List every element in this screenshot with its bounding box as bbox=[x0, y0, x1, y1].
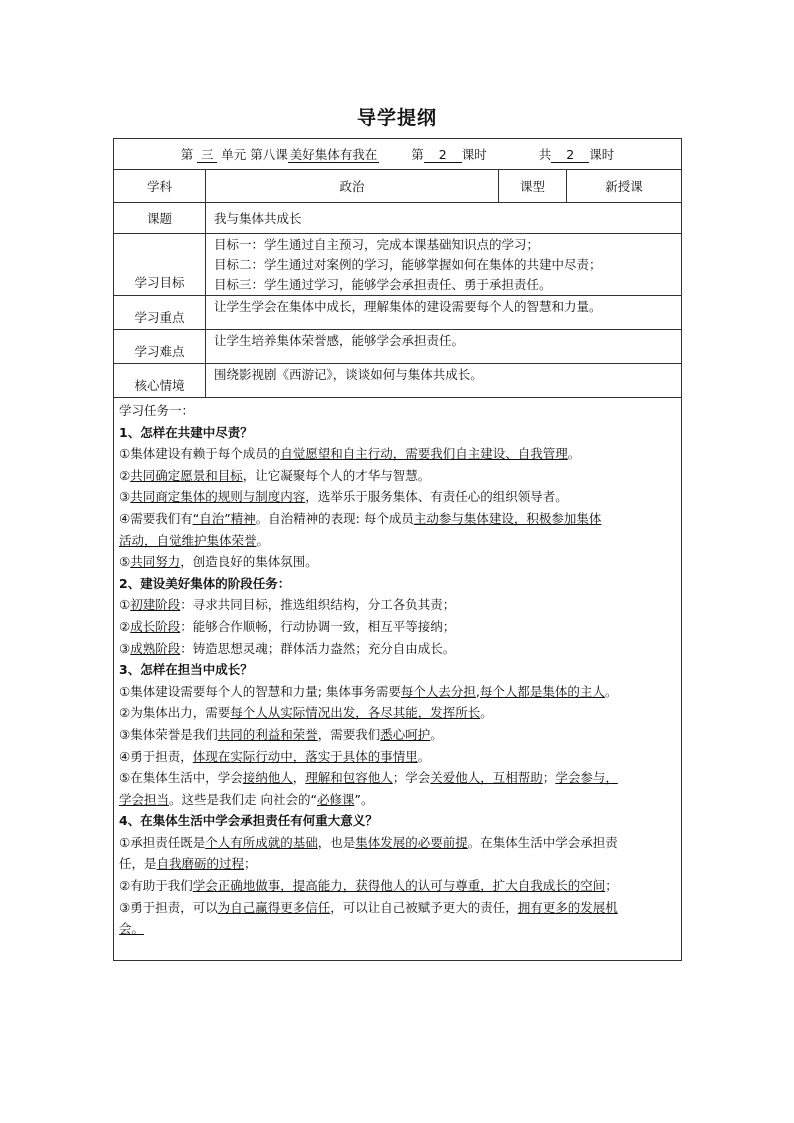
subject-value: 政治 bbox=[206, 170, 499, 203]
goals-row bbox=[114, 234, 682, 296]
scenario-value: 围绕影视剧《西游记》，谈谈如何与集体共成长。 bbox=[206, 364, 682, 398]
answer-line: ②成长阶段：能够合作顺畅，行动协调一致，相互平等接纳； bbox=[119, 618, 456, 634]
goals-list bbox=[206, 234, 682, 296]
course-header-row bbox=[114, 139, 682, 170]
answer-line: ①承担责任既是个人有所成就的基础，也是集体发展的必要前提。在集体生活中学会承担责 bbox=[119, 834, 618, 850]
goal-item: 目标一：学生通过自主预习，完成本课基础知识点的学习； bbox=[214, 237, 540, 252]
tasks-row bbox=[114, 398, 682, 961]
difficulty-value: 让学生培养集体荣誉感，能够学会承担责任。 bbox=[206, 330, 682, 364]
scenario-row bbox=[114, 364, 682, 398]
unit-number: 三 bbox=[197, 148, 217, 163]
goal-item: 目标三：学生通过学习，能够学会承担责任、勇于承担责任。 bbox=[214, 277, 552, 292]
lesson-label: 第八课 bbox=[250, 147, 288, 162]
total-number: 2 bbox=[551, 148, 589, 163]
period-prefix: 第 bbox=[411, 147, 424, 162]
focus-label: 学习重点 bbox=[114, 296, 206, 330]
scenario-label: 核心情境 bbox=[114, 364, 206, 398]
answer-line: ①集体建设需要每个人的智慧和力量; 集体事务需要每个人去分担,每个人都是集体的主人。 bbox=[119, 683, 618, 699]
subject-row bbox=[114, 170, 682, 203]
answer-line: ①集体建设有赖于每个成员的自觉愿望和自主行动，需要我们自主建设、自我管理。 bbox=[119, 446, 581, 462]
total-suffix: 课时 bbox=[589, 147, 615, 162]
question-heading: 3、怎样在担当中成长？ bbox=[119, 662, 253, 678]
topic-label: 课题 bbox=[114, 203, 206, 234]
answer-line: 会。 bbox=[119, 921, 145, 937]
type-value: 新授课 bbox=[567, 170, 682, 203]
unit-suffix: 单元 bbox=[221, 147, 247, 162]
focus-value: 让学生学会在集体中成长，理解集体的建设需要每个人的智慧和力量。 bbox=[206, 296, 682, 330]
lesson-title: 美好集体有我在 bbox=[289, 147, 378, 162]
unit-prefix: 第 bbox=[180, 147, 194, 162]
answer-line: 学会担当。这些是我们走 向社会的“必修课”。 bbox=[119, 791, 374, 807]
question-heading: 2、建设美好集体的阶段任务： bbox=[119, 575, 291, 591]
type-label: 课型 bbox=[499, 170, 567, 203]
period-number: 2 bbox=[424, 148, 462, 163]
question-heading: 1、怎样在共建中尽责？ bbox=[119, 424, 253, 440]
difficulty-row bbox=[114, 330, 682, 364]
topic-value: 我与集体共成长 bbox=[206, 203, 682, 234]
study-guide-table bbox=[113, 138, 682, 961]
answer-line: ③勇于担责，可以为自己赢得更多信任，可以让自己被赋予更大的责任，拥有更多的发展机 bbox=[119, 899, 618, 915]
question-heading: 4、在集体生活中学会承担责任有何重大意义？ bbox=[119, 813, 378, 829]
tasks-cell bbox=[114, 398, 682, 961]
answer-line: ③成熟阶段：铸造思想灵魂；群体活力盎然；充分自由成长。 bbox=[119, 640, 456, 656]
answer-line: ②为集体出力，需要每个人从实际情况出发，各尽其能，发挥所长。 bbox=[119, 705, 493, 721]
answer-line: 活动，自觉维护集体荣誉。 bbox=[119, 532, 270, 548]
answer-line: ④需要我们有“自治”精神。自治精神的表现: 每个成员主动参与集体建设，积极参加集体 bbox=[119, 510, 602, 526]
answer-line: ①初建阶段：寻求共同目标，推选组织结构，分工各负其责； bbox=[119, 597, 456, 613]
goals-label: 学习目标 bbox=[114, 234, 206, 296]
difficulty-label: 学习难点 bbox=[114, 330, 206, 364]
answer-line: ②共同确定愿景和目标，让它凝聚每个人的才华与智慧。 bbox=[119, 467, 431, 483]
task-title: 学习任务一： bbox=[119, 403, 195, 418]
focus-row bbox=[114, 296, 682, 330]
total-prefix: 共 bbox=[538, 147, 552, 162]
subject-label: 学科 bbox=[114, 170, 206, 203]
goal-item: 目标二：学生通过对案例的学习，能够掌握如何在集体的共建中尽责； bbox=[214, 257, 602, 272]
course-header-cell bbox=[114, 139, 682, 170]
answer-line: ②有助于我们学会正确地做事，提高能力，获得他人的认可与尊重，扩大自我成长的空间； bbox=[119, 878, 618, 894]
answer-line: 任，是自我磨砺的过程； bbox=[119, 856, 257, 872]
answer-line: ⑤共同努力，创造良好的集体氛围。 bbox=[119, 554, 318, 570]
period-suffix: 课时 bbox=[461, 147, 487, 162]
answer-line: ④勇于担责，体现在实际行动中，落实于具体的事情里。 bbox=[119, 748, 431, 764]
page-title: 导学提纲 bbox=[356, 107, 437, 129]
answer-line: ③集体荣誉是我们共同的利益和荣誉，需要我们悉心呵护。 bbox=[119, 726, 443, 742]
answer-line: ⑤在集体生活中，学会接纳他人，理解和包容他人；学会关爱他人，互相帮助；学会参与， bbox=[119, 770, 618, 786]
topic-row bbox=[114, 203, 682, 234]
answer-line: ③共同商定集体的规则与制度内容，选举乐于服务集体、有责任心的组织领导者。 bbox=[119, 489, 568, 505]
